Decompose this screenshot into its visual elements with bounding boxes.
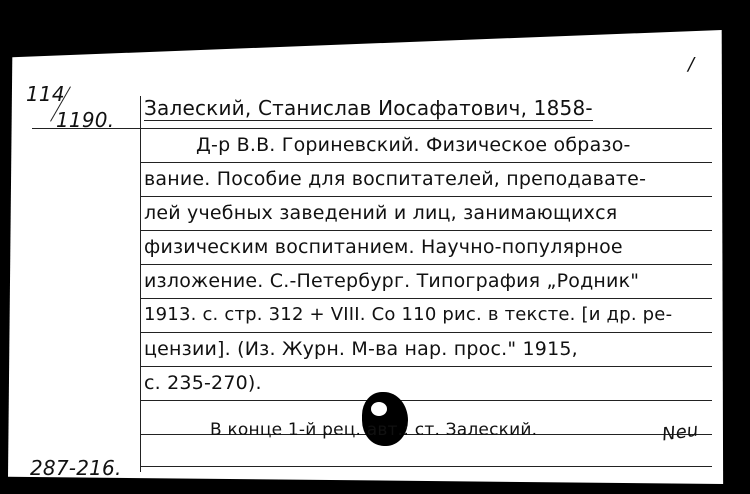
text-line: лей учебных заведений и лиц, занимающихся: [144, 202, 618, 224]
signature: Neu: [660, 419, 700, 446]
ruled-line: [32, 128, 712, 129]
text-line: Д-р В.В. Гориневский. Физическое образо-: [196, 134, 631, 156]
text-line: цензии]. (Из. Журн. М-ва нар. прос." 1915,: [144, 338, 578, 360]
ruled-line: [140, 366, 712, 367]
bottom-left-number: 287-216.: [30, 456, 122, 480]
text-line: 1913. с. стр. 312 + VIII. Со 110 рис. в тексте. [и др. ре-: [144, 304, 673, 325]
ruled-line: [140, 298, 712, 299]
ruled-line: [140, 400, 712, 401]
shelfmark-bottom: 1190.: [56, 108, 115, 132]
note-line: В конце 1-й рец. авт.: ст. Залеский.: [210, 420, 538, 440]
text-line: изложение. С.-Петербург. Типография „Родник": [144, 270, 640, 292]
ruled-line: [140, 196, 712, 197]
margin-line: [140, 96, 141, 472]
text-line: с. 235-270).: [144, 372, 262, 394]
ruled-line: [140, 332, 712, 333]
corner-mark: /: [688, 54, 695, 75]
heading-author: Залеский, Станислав Иосафатович, 1858-: [144, 96, 593, 120]
shelfmark-top: 114: [26, 82, 65, 106]
ruled-line: [140, 230, 712, 231]
ruled-line: [140, 162, 712, 163]
text-line: вание. Пособие для воспитателей, преподавате-: [144, 168, 647, 190]
ruled-line: [140, 264, 712, 265]
ruled-line: [140, 466, 712, 467]
text-line: физическим воспитанием. Научно-популярное: [144, 236, 623, 258]
